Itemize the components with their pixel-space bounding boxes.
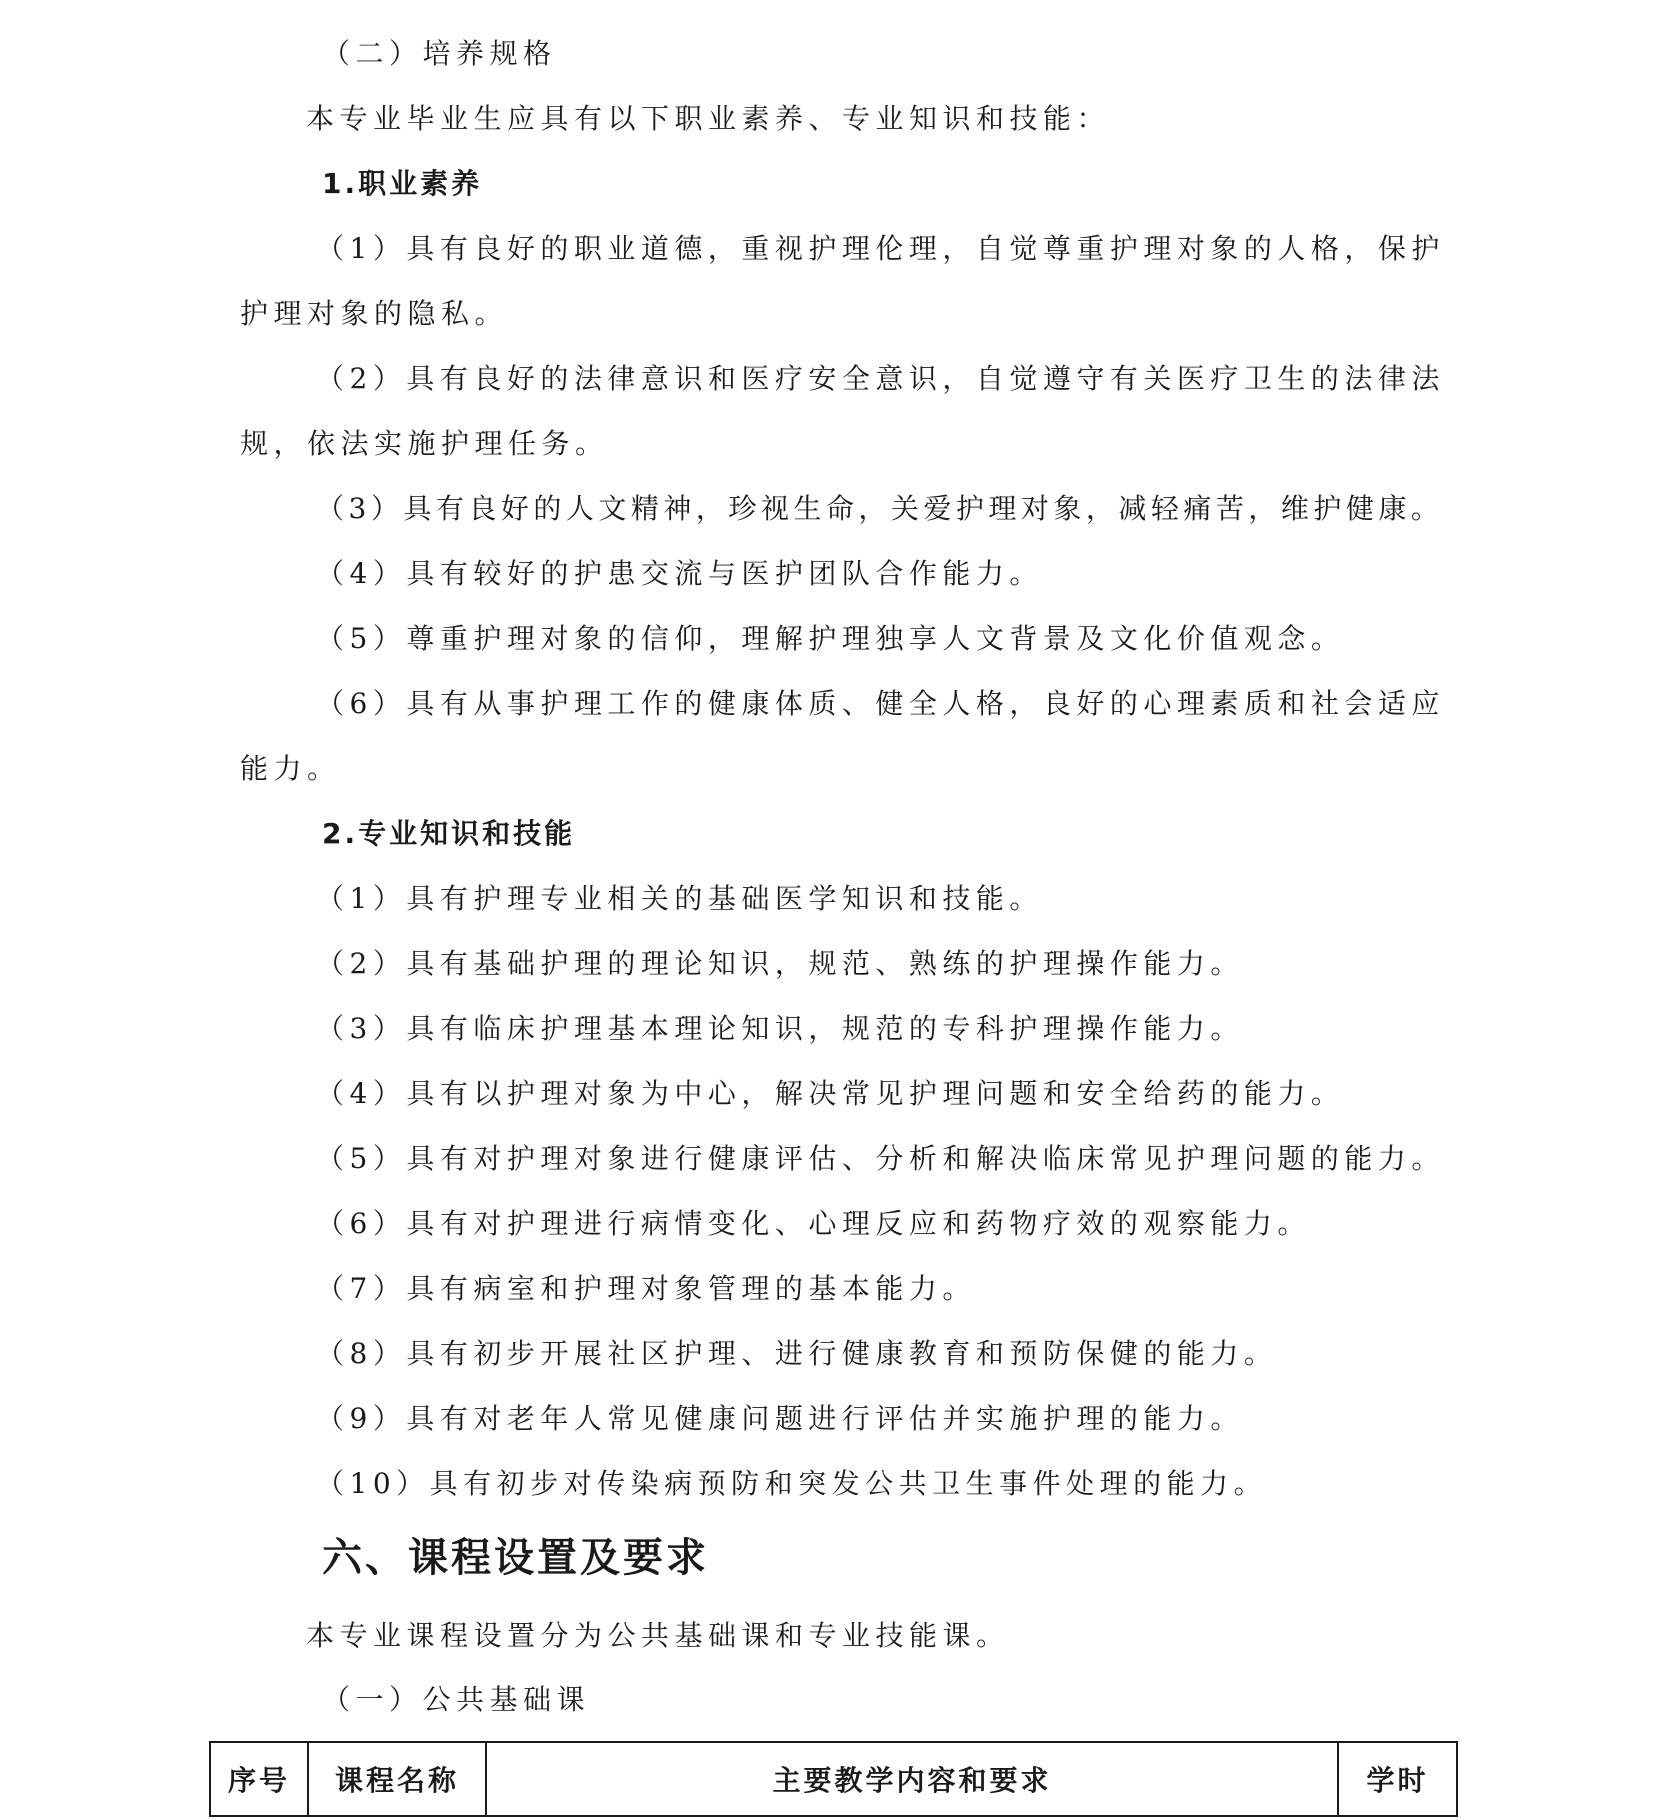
- skill-item-5: （5）具有对护理对象进行健康评估、分析和解决临床常见护理问题的能力。: [316, 1142, 1445, 1175]
- header-index: 序号: [210, 1742, 308, 1816]
- quality-item-2: （2）具有良好的法律意识和医疗安全意识，自觉遵守有关医疗卫生的法律法: [316, 362, 1445, 395]
- skill-item-8: （8）具有初步开展社区护理、进行健康教育和预防保健的能力。: [316, 1337, 1278, 1370]
- skill-item-7: （7）具有病室和护理对象管理的基本能力。: [316, 1272, 976, 1305]
- skill-item-6: （6）具有对护理进行病情变化、心理反应和药物疗效的观察能力。: [316, 1207, 1311, 1240]
- chapter-intro: 本专业课程设置分为公共基础课和专业技能课。: [306, 1619, 1010, 1652]
- chapter-title: 六、课程设置及要求: [322, 1535, 709, 1581]
- quality-item-5: （5）尊重护理对象的信仰，理解护理独享人文背景及文化价值观念。: [316, 622, 1345, 655]
- subsection-title-qualities: 1.职业素养: [322, 167, 483, 200]
- header-hours: 学时: [1338, 1742, 1457, 1816]
- quality-item-4: （4）具有较好的护患交流与医护团队合作能力。: [316, 557, 1043, 590]
- header-content: 主要教学内容和要求: [486, 1742, 1338, 1816]
- subsection-title-skills: 2.专业知识和技能: [322, 817, 576, 850]
- quality-item-2-cont: 规，依法实施护理任务。: [240, 427, 609, 460]
- quality-item-3: （3）具有良好的人文精神，珍视生命，关爱护理对象，减轻痛苦，维护健康。: [316, 492, 1444, 525]
- skill-item-4: （4）具有以护理对象为中心，解决常见护理问题和安全给药的能力。: [316, 1077, 1345, 1110]
- quality-item-6: （6）具有从事护理工作的健康体质、健全人格，良好的心理素质和社会适应: [316, 687, 1445, 720]
- header-course-name: 课程名称: [308, 1742, 486, 1816]
- quality-item-1: （1）具有良好的职业道德，重视护理伦理，自觉尊重护理对象的人格，保护: [316, 232, 1445, 265]
- skill-item-10: （10）具有初步对传染病预防和突发公共卫生事件处理的能力。: [316, 1467, 1268, 1500]
- table-header-row: [210, 1742, 1457, 1816]
- section-heading: （二）培养规格: [322, 37, 557, 70]
- skill-item-3: （3）具有临床护理基本理论知识，规范的专科护理操作能力。: [316, 1012, 1244, 1045]
- intro-paragraph: 本专业毕业生应具有以下职业素养、专业知识和技能：: [306, 102, 1111, 135]
- skill-item-9: （9）具有对老年人常见健康问题进行评估并实施护理的能力。: [316, 1402, 1244, 1435]
- skill-item-1: （1）具有护理专业相关的基础医学知识和技能。: [316, 882, 1043, 915]
- quality-item-6-cont: 能力。: [240, 752, 341, 785]
- course-table: [209, 1741, 1458, 1817]
- quality-item-1-cont: 护理对象的隐私。: [240, 297, 509, 330]
- subsection-public-courses: （一）公共基础课: [322, 1683, 591, 1716]
- skill-item-2: （2）具有基础护理的理论知识，规范、熟练的护理操作能力。: [316, 947, 1244, 980]
